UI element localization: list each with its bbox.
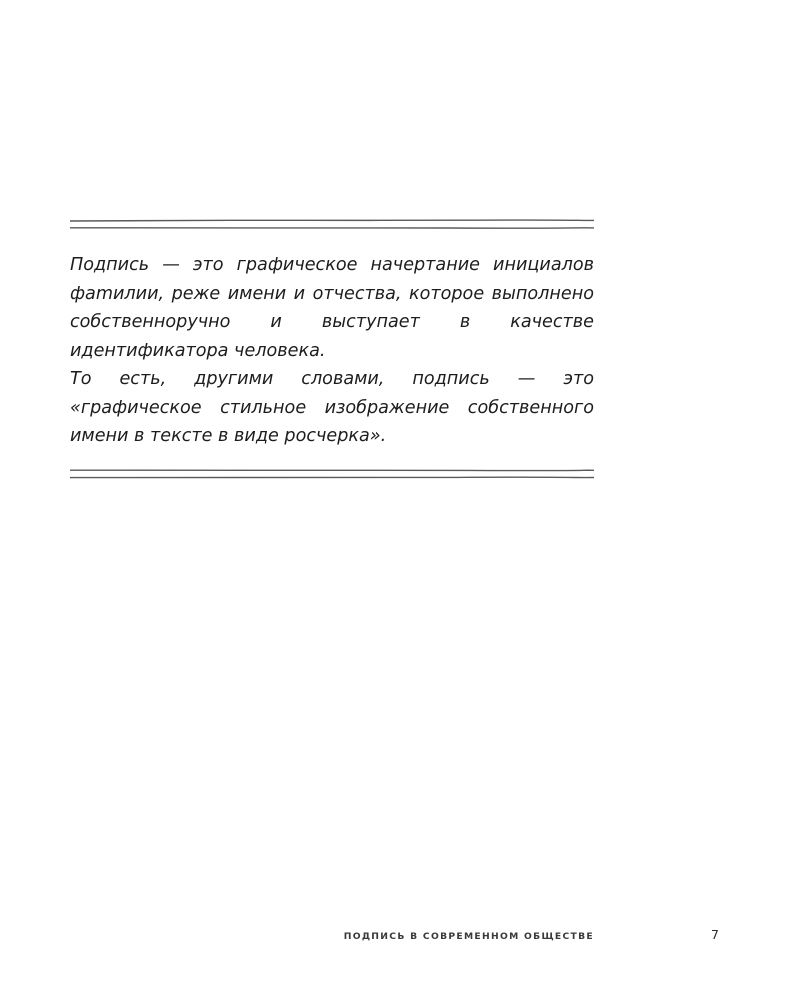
bottom-double-rule — [70, 467, 594, 481]
definition-paragraph: Подпись — это графическое начертание инициалов фаmилии, реже имени и отчества, которое выполнено собственноручно и выступает в качестве идентификатора человека. — [70, 255, 594, 361]
page-number: 7 — [711, 927, 719, 942]
top-double-rule-lines — [70, 217, 594, 231]
bottom-double-rule-lines — [70, 467, 594, 481]
running-footer-title: ПОДПИСЬ В СОВРЕМЕННОМ ОБЩЕСТВЕ — [343, 931, 594, 942]
definition-text — [70, 251, 594, 451]
top-double-rule — [70, 217, 594, 231]
definition-paragraph: То есть, другими словами, подпись — это «графическое стильное изображение собственного имени в тексте в виде росчерка». — [70, 369, 594, 446]
